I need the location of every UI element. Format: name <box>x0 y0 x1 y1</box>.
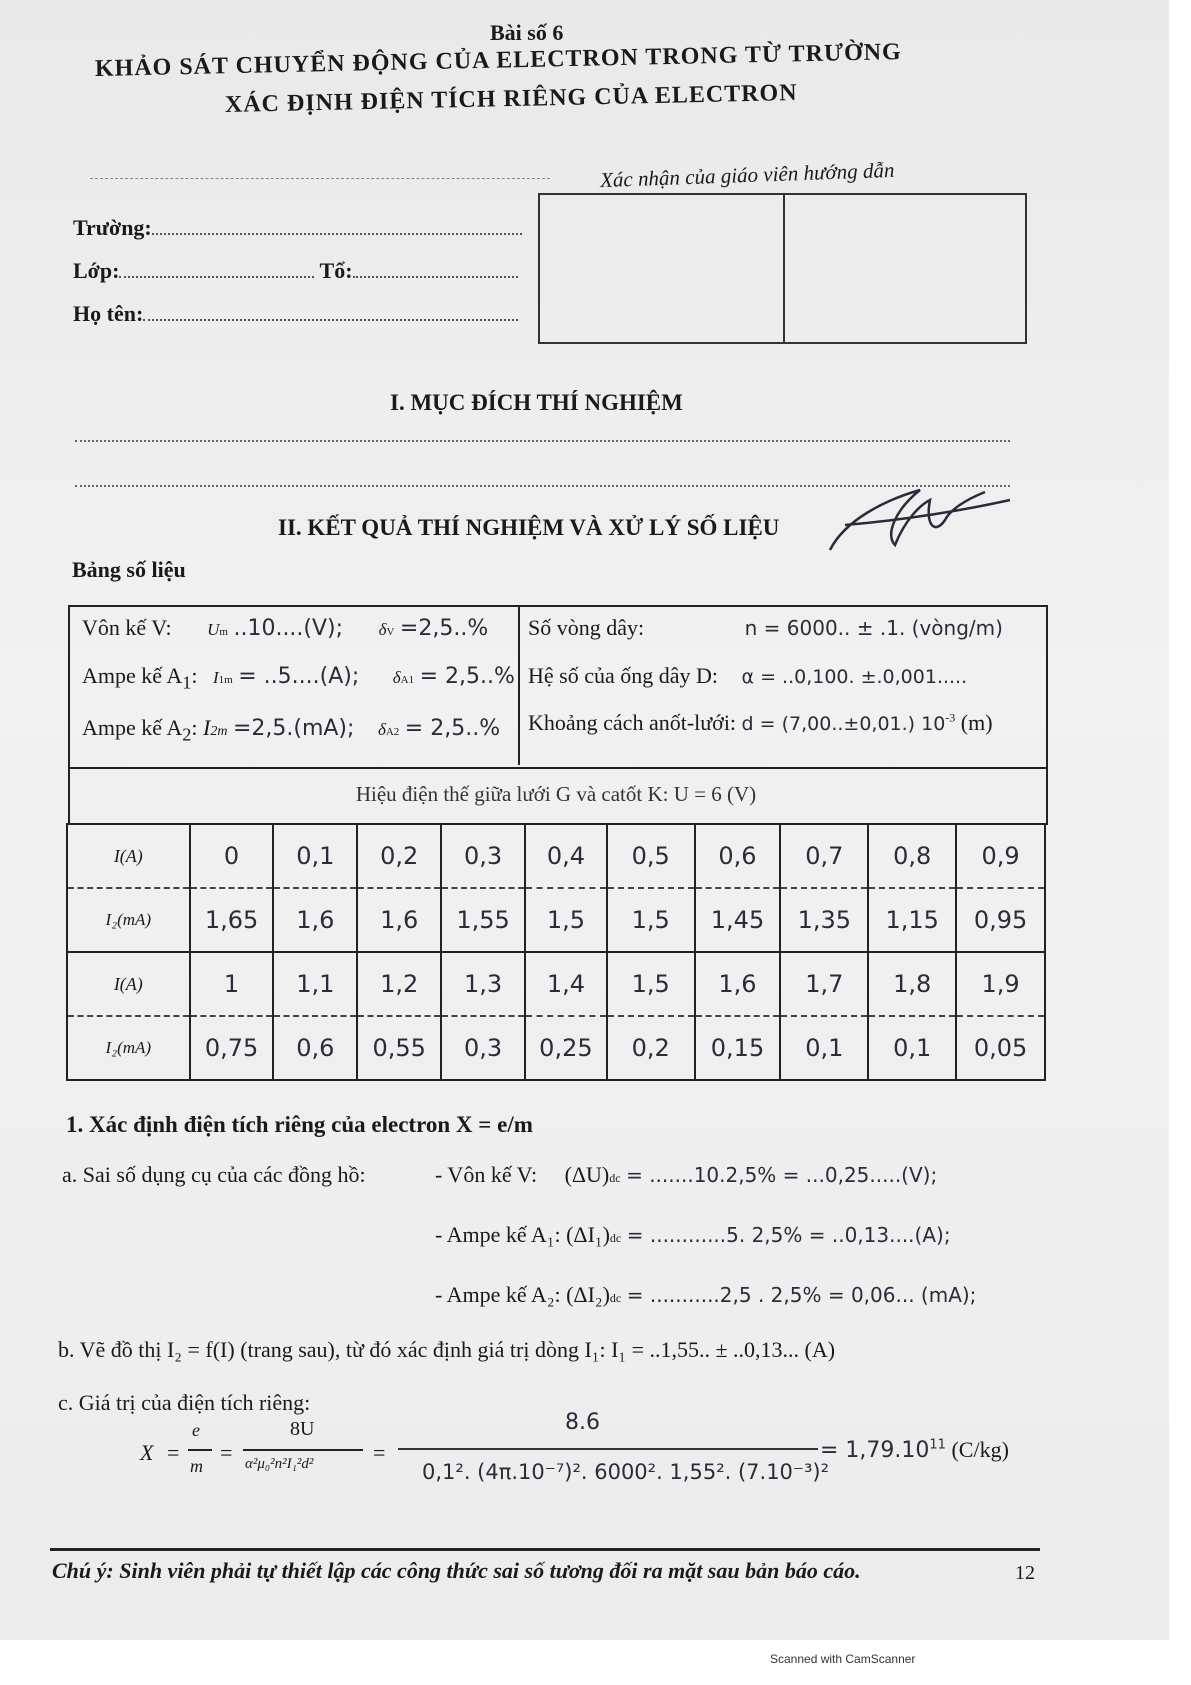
i-value: 1,5 <box>607 952 695 1016</box>
i2-value: 0,75 <box>190 1016 274 1080</box>
i2-value: 0,25 <box>525 1016 607 1080</box>
i-value: 1,3 <box>441 952 525 1016</box>
ammeter-a1-row: Ampe kế $A_1$: I1m = ..5....(A); δA1 = 2,5..% <box>82 663 515 693</box>
measurement-table <box>66 823 1046 1081</box>
section-results-heading: II. KẾT QUẢ THÍ NGHIỆM VÀ XỬ LÝ SỐ LIỆU <box>278 515 780 540</box>
scanner-watermark: Scanned with CamScanner <box>770 1652 916 1666</box>
fraction-bar-values <box>398 1448 818 1450</box>
table-title: Bảng số liệu <box>72 557 186 582</box>
i-value: 1,2 <box>357 952 441 1016</box>
i-value: 1,6 <box>695 952 781 1016</box>
specific-charge-label: c. Giá trị của điện tích riêng: <box>58 1390 311 1415</box>
row-label-anode-current: I₂(mA) <box>67 1016 190 1080</box>
i-value: 0,6 <box>695 824 781 888</box>
i2-value: 1,6 <box>357 888 441 952</box>
table-row <box>67 1016 1045 1080</box>
i2-value: 1,55 <box>441 888 525 952</box>
i-value: 0,9 <box>956 824 1045 888</box>
i-value: 0,2 <box>357 824 441 888</box>
equals-2: = <box>220 1440 233 1465</box>
i-value: 1,8 <box>868 952 956 1016</box>
denominator-values: 0,1². (4π.10⁻⁷)². 6000². 1,55². (7.10⁻³)² <box>422 1460 830 1484</box>
i2-value: 0,55 <box>357 1016 441 1080</box>
i2-value: 0,3 <box>441 1016 525 1080</box>
voltmeter-error-row: - Vôn kế V: (ΔU)dc = .......10.2,5% = ...0,25.....(V); <box>435 1162 938 1187</box>
lesson-number: Bài số 6 <box>490 20 564 45</box>
page-number: 12 <box>1015 1562 1035 1584</box>
i2-value: 1,5 <box>525 888 607 952</box>
e-symbol: e <box>192 1420 200 1440</box>
coil-coefficient-row: Hệ số của ống dây D: α = ..0,100. ±.0,001..... <box>528 663 968 688</box>
row-label-anode-current: I₂(mA) <box>67 888 190 952</box>
fraction-bar-em <box>188 1449 212 1451</box>
i-value: 1,7 <box>780 952 868 1016</box>
i-value: 0,7 <box>780 824 868 888</box>
name-label: Họ tên: <box>73 301 518 327</box>
purpose-line-1 <box>75 440 1010 442</box>
i2-value: 1,35 <box>780 888 868 952</box>
table-row <box>67 888 1045 952</box>
i2-value: 0,15 <box>695 1016 781 1080</box>
class-label: Lớp: Tổ: <box>73 258 518 284</box>
teacher-signature-box <box>538 193 1027 344</box>
specific-charge-result: = $1,79.10^{11}$ (C/kg) <box>820 1437 1009 1463</box>
i2-value: 1,6 <box>273 888 357 952</box>
i-value: 1,4 <box>525 952 607 1016</box>
i-value: 0,4 <box>525 824 607 888</box>
ammeter-a2-row: Ampe kế $A_2$: I2m =2,5.(mA); δA2 = 2,5..% <box>82 715 501 745</box>
i2-value: 0,1 <box>780 1016 868 1080</box>
i-value: 0,5 <box>607 824 695 888</box>
i2-value: 0,05 <box>956 1016 1045 1080</box>
i-value: 1,1 <box>273 952 357 1016</box>
i-value: 1,9 <box>956 952 1045 1016</box>
i-value: 1 <box>190 952 274 1016</box>
footer-note: Chú ý: Sinh viên phải tự thiết lập các công thức sai số tương đối ra mặt sau bản báo cáo. <box>52 1558 861 1583</box>
section-purpose-heading: I. MỤC ĐÍCH THÍ NGHIỆM <box>390 390 683 415</box>
footer-rule <box>50 1548 1040 1551</box>
title-line-1: KHẢO SÁT CHUYỂN ĐỘNG CỦA ELECTRON TRONG TỪ TRƯỜNG <box>94 39 902 82</box>
instrument-error-label: a. Sai số dụng cụ của các đồng hồ: <box>62 1162 366 1187</box>
i-value: 0,1 <box>273 824 357 888</box>
i-value: 0,3 <box>441 824 525 888</box>
i2-value: 0,2 <box>607 1016 695 1080</box>
anode-grid-distance-row: Khoảng cách anốt-lưới: d = (7,00..±0,01.) $10^{-3}$ (m) <box>528 710 993 735</box>
school-label: Trường: <box>73 215 522 241</box>
i2-value: 1,45 <box>695 888 781 952</box>
signature-mark <box>825 480 1015 560</box>
i2-value: 0,6 <box>273 1016 357 1080</box>
row-label-current: I(A) <box>67 824 190 888</box>
i2-value: 0,1 <box>868 1016 956 1080</box>
header-rule <box>90 178 550 179</box>
fraction-bar-formula <box>243 1449 363 1451</box>
i-value: 0,8 <box>868 824 956 888</box>
equals-1: = <box>167 1440 180 1465</box>
voltmeter-row: Vôn kế V: Um ..10....(V); δV =2,5..% <box>82 615 489 641</box>
x-symbol: X <box>140 1440 154 1465</box>
title-line-2: XÁC ĐỊNH ĐIỆN TÍCH RIÊNG CỦA ELECTRON <box>224 80 798 118</box>
i2-value: 0,95 <box>956 888 1045 952</box>
instrument-box-divider <box>518 605 520 765</box>
scan-margin <box>0 1640 1191 1685</box>
i2-value: 1,65 <box>190 888 274 952</box>
i2-value: 1,15 <box>868 888 956 952</box>
formula-denominator: α²μ₀²n²I₁²d² <box>245 1456 314 1472</box>
equals-3: = <box>373 1440 386 1465</box>
turns-row: Số vòng dây: n = 6000.. ± .1. (vòng/m) <box>528 615 1003 640</box>
i2-value: 1,5 <box>607 888 695 952</box>
grid-voltage-label: Hiệu điện thế giữa lưới G và catốt K: U = 6 (V) <box>355 782 757 806</box>
paper-edge <box>1169 0 1191 1640</box>
formula-numerator: 8U <box>290 1418 315 1440</box>
m-symbol: m <box>190 1456 203 1476</box>
table-row <box>67 952 1045 1016</box>
part1-heading: 1. Xác định điện tích riêng của electron X = e/m <box>66 1112 533 1137</box>
i-value: 0 <box>190 824 274 888</box>
ammeter-a1-error-row: - Ampe kế A₁: (ΔI₁)dc = ............5. 2,5% = ..0,13....(A); <box>435 1222 951 1247</box>
teacher-confirm-label: Xác nhận của giáo viên hướng dẫn <box>599 157 895 193</box>
graph-instruction: b. Vẽ đồ thị I₂ = f(I) (trang sau), từ đó xác định giá trị dòng I₁: I₁ = ..1,55.. ± ..0,13... (A) <box>58 1337 836 1362</box>
table-row <box>67 824 1045 888</box>
ammeter-a2-error-row: - Ampe kế A₂: (ΔI₂)dc = ...........2,5 . 2,5% = 0,06... (mA); <box>435 1282 977 1307</box>
numerator-value: 8.6 <box>565 1410 600 1435</box>
row-label-current: I(A) <box>67 952 190 1016</box>
